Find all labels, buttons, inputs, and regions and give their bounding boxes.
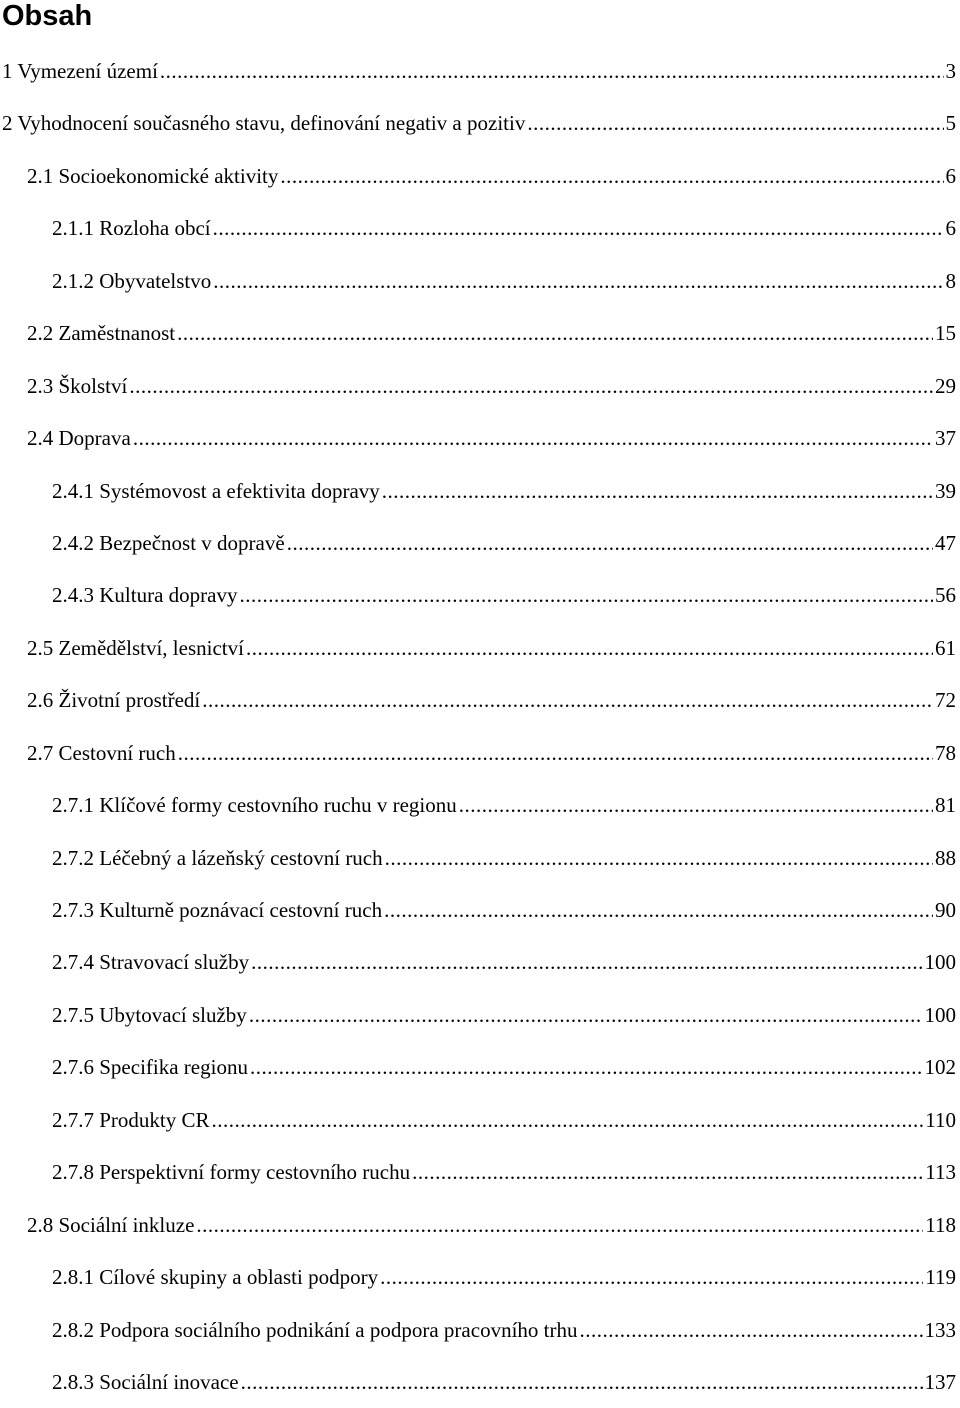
toc-entry[interactable] [0, 884, 960, 936]
toc-entry[interactable] [0, 1251, 960, 1303]
toc-dot-leader [527, 97, 943, 149]
toc-entry[interactable] [0, 779, 960, 831]
toc-entry-label: 2.1 Socioekonomické aktivity [27, 150, 278, 202]
toc-dot-leader [246, 622, 933, 674]
toc-entry[interactable] [0, 45, 960, 97]
toc-dot-leader [579, 1304, 922, 1356]
toc-page-number: 88 [935, 832, 960, 884]
toc-entry-label: 2 Vyhodnocení současného stavu, definování negativ a pozitiv [2, 97, 525, 149]
toc-entry-label: 2.4.1 Systémovost a efektivita dopravy [52, 465, 380, 517]
toc-dot-leader [385, 832, 933, 884]
toc-entry[interactable] [0, 465, 960, 517]
toc-entry[interactable] [0, 1146, 960, 1198]
toc-dot-leader [251, 936, 922, 988]
toc-entry-label: 2.3 Školství [27, 360, 127, 412]
toc-dot-leader [382, 465, 933, 517]
toc-entry-label: 2.8.1 Cílové skupiny a oblasti podpory [52, 1251, 378, 1303]
toc-dot-leader [212, 1094, 924, 1146]
toc-page-number: 133 [925, 1304, 960, 1356]
toc-dot-leader [178, 727, 933, 779]
toc-page-number: 118 [925, 1199, 960, 1251]
toc-dot-leader [129, 360, 933, 412]
toc-entry[interactable] [0, 1356, 960, 1408]
table-of-contents [0, 45, 960, 1408]
toc-entry-label: 2.2 Zaměstnanost [27, 307, 175, 359]
toc-page-number: 102 [925, 1041, 960, 1093]
toc-dot-leader [160, 45, 944, 97]
toc-entry-label: 2.7.2 Léčebný a lázeňský cestovní ruch [52, 832, 383, 884]
toc-entry-label: 2.4 Doprava [27, 412, 131, 464]
toc-dot-leader [213, 255, 943, 307]
toc-dot-leader [459, 779, 933, 831]
toc-entry[interactable] [0, 1199, 960, 1251]
toc-page-number: 90 [935, 884, 960, 936]
toc-entry-label: 2.7 Cestovní ruch [27, 727, 176, 779]
toc-dot-leader [133, 412, 933, 464]
toc-page-number: 119 [925, 1251, 960, 1303]
toc-page-number: 39 [935, 465, 960, 517]
toc-entry-label: 2.4.3 Kultura dopravy [52, 569, 237, 621]
toc-entry-label: 2.8 Sociální inkluze [27, 1199, 194, 1251]
toc-page-number: 100 [925, 936, 960, 988]
toc-entry-label: 2.8.2 Podpora sociálního podnikání a podpora pracovního trhu [52, 1304, 577, 1356]
toc-page-number: 3 [946, 45, 960, 97]
toc-entry[interactable] [0, 936, 960, 988]
toc-page-number: 6 [946, 150, 960, 202]
toc-dot-leader [241, 1356, 923, 1408]
toc-page-number: 61 [935, 622, 960, 674]
toc-entry-label: 2.7.5 Ubytovací služby [52, 989, 247, 1041]
toc-entry-label: 2.7.1 Klíčové formy cestovního ruchu v regionu [52, 779, 457, 831]
toc-dot-leader [239, 569, 933, 621]
toc-entry-label: 2.7.7 Produkty CR [52, 1094, 210, 1146]
toc-dot-leader [412, 1146, 923, 1198]
toc-page-number: 47 [935, 517, 960, 569]
toc-entry[interactable] [0, 989, 960, 1041]
toc-page-number: 5 [946, 97, 960, 149]
toc-entry[interactable] [0, 202, 960, 254]
toc-dot-leader [380, 1251, 923, 1303]
toc-dot-leader [250, 1041, 923, 1093]
page-title: Obsah [2, 0, 92, 38]
toc-entry[interactable] [0, 1094, 960, 1146]
toc-entry[interactable] [0, 150, 960, 202]
toc-entry[interactable] [0, 622, 960, 674]
toc-entry[interactable] [0, 1041, 960, 1093]
toc-dot-leader [213, 202, 944, 254]
toc-page-number: 113 [925, 1146, 960, 1198]
toc-entry-label: 2.7.6 Specifika regionu [52, 1041, 248, 1093]
toc-entry[interactable] [0, 517, 960, 569]
toc-entry[interactable] [0, 1304, 960, 1356]
toc-entry-label: 2.1.2 Obyvatelstvo [52, 255, 211, 307]
toc-page-number: 15 [935, 307, 960, 359]
toc-entry[interactable] [0, 360, 960, 412]
toc-entry[interactable] [0, 412, 960, 464]
toc-page-number: 56 [935, 569, 960, 621]
toc-entry-label: 2.5 Zemědělství, lesnictví [27, 622, 244, 674]
toc-entry-label: 2.8.3 Sociální inovace [52, 1356, 239, 1408]
toc-page-number: 29 [935, 360, 960, 412]
toc-entry-label: 2.1.1 Rozloha obcí [52, 202, 211, 254]
toc-page-number: 72 [935, 674, 960, 726]
toc-dot-leader [196, 1199, 923, 1251]
toc-entry-label: 2.7.8 Perspektivní formy cestovního ruchu [52, 1146, 410, 1198]
toc-entry[interactable] [0, 674, 960, 726]
toc-entry[interactable] [0, 832, 960, 884]
toc-entry-label: 2.6 Životní prostředí [27, 674, 200, 726]
toc-entry[interactable] [0, 307, 960, 359]
toc-entry[interactable] [0, 97, 960, 149]
toc-entry-label: 1 Vymezení území [2, 45, 158, 97]
toc-dot-leader [384, 884, 933, 936]
toc-entry-label: 2.4.2 Bezpečnost v dopravě [52, 517, 285, 569]
toc-page-number: 137 [925, 1356, 960, 1408]
toc-entry[interactable] [0, 727, 960, 779]
toc-page-number: 78 [935, 727, 960, 779]
toc-page-number: 6 [946, 202, 960, 254]
toc-entry-label: 2.7.4 Stravovací služby [52, 936, 249, 988]
toc-page-number: 81 [935, 779, 960, 831]
toc-dot-leader [177, 307, 933, 359]
toc-dot-leader [249, 989, 923, 1041]
toc-entry-label: 2.7.3 Kulturně poznávací cestovní ruch [52, 884, 382, 936]
toc-page-number: 37 [935, 412, 960, 464]
toc-dot-leader [280, 150, 943, 202]
toc-entry[interactable] [0, 255, 960, 307]
toc-page-number: 100 [925, 989, 960, 1041]
toc-page-number: 8 [946, 255, 960, 307]
toc-entry[interactable] [0, 569, 960, 621]
toc-dot-leader [287, 517, 933, 569]
toc-page-number: 110 [925, 1094, 960, 1146]
toc-dot-leader [202, 674, 933, 726]
